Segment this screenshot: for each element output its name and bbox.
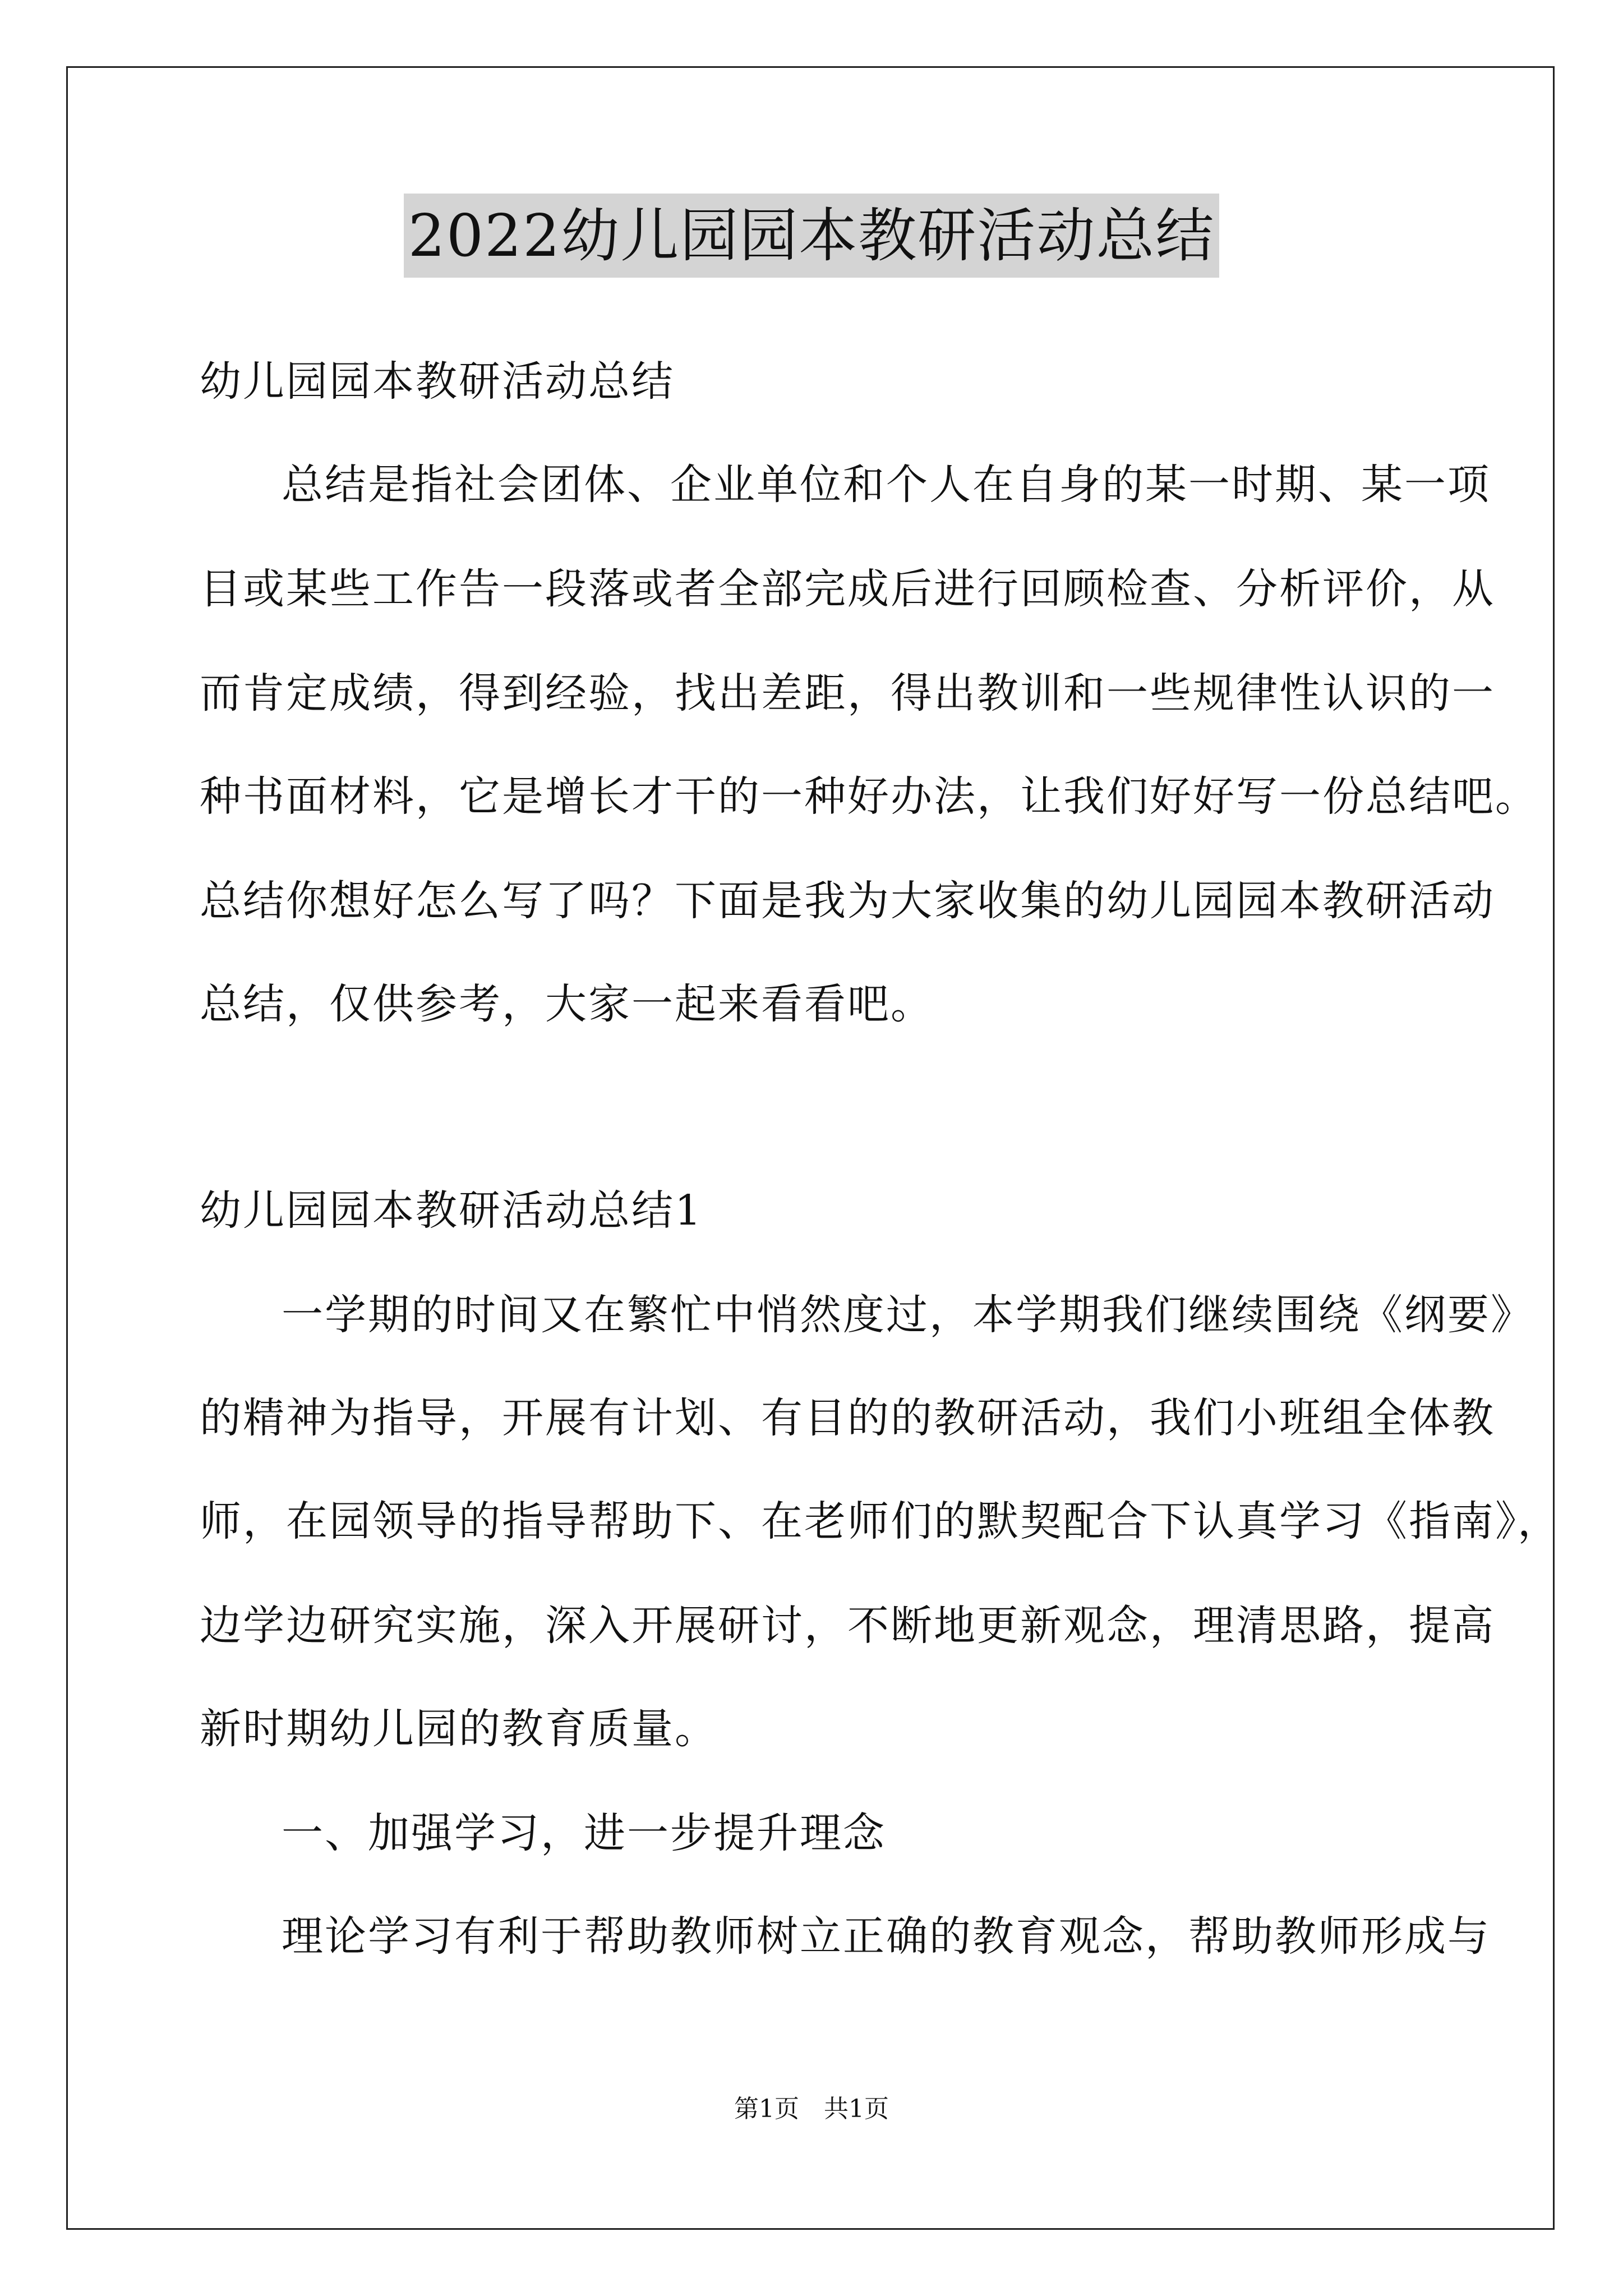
paragraph-2-line-1: 理论学习有利于帮助教师树立正确的教育观念，帮助教师形成与 [282, 1912, 1491, 1961]
intro-paragraph-line-5: 总结你想好怎么写了吗？下面是我为大家收集的幼儿园园本教研活动 [200, 877, 1495, 925]
section-heading-1: 幼儿园园本教研活动总结1 [200, 1186, 703, 1235]
intro-paragraph-line-3: 而肯定成绩，得到经验，找出差距，得出教训和一些规律性认识的一 [200, 669, 1495, 717]
section-paragraph-line-4: 边学边研究实施，深入开展研讨，不断地更新观念，理清思路，提高 [200, 1602, 1495, 1650]
intro-heading: 幼儿园园本教研活动总结 [200, 357, 675, 406]
page-footer: 第1页 共1页 [734, 2095, 889, 2123]
document-title: 2022幼儿园园本教研活动总结 [404, 194, 1220, 278]
intro-paragraph-line-6: 总结，仅供参考，大家一起来看看吧。 [200, 980, 934, 1028]
section-paragraph-line-5: 新时期幼儿园的教育质量。 [200, 1705, 718, 1753]
intro-paragraph-line-1: 总结是指社会团体、企业单位和个人在自身的某一时期、某一项 [282, 461, 1491, 509]
intro-paragraph-line-4: 种书面材料，它是增长才干的一种好办法，让我们好好写一份总结吧。 [200, 772, 1538, 821]
title-container [0, 194, 1623, 278]
subheading-1: 一、加强学习，进一步提升理念 [282, 1809, 886, 1857]
intro-paragraph-line-2: 目或某些工作告一段落或者全部完成后进行回顾检查、分析评价，从 [200, 565, 1495, 613]
section-paragraph-line-3: 师，在园领导的指导帮助下、在老师们的默契配合下认真学习《指南》， [200, 1497, 1561, 1545]
section-paragraph-line-1: 一学期的时间又在繁忙中悄然度过，本学期我们继续围绕《纲要》 [282, 1291, 1534, 1339]
section-paragraph-line-2: 的精神为指导，开展有计划、有目的的教研活动，我们小班组全体教 [200, 1394, 1495, 1442]
